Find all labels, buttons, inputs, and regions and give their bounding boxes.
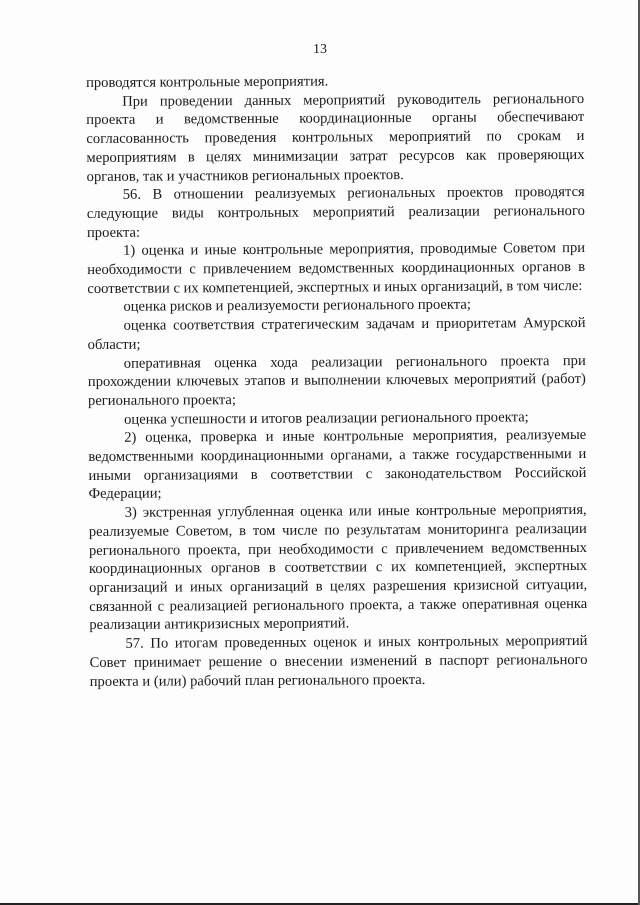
list-item-success-assessment: оценка успешности и итогов реализации регионального проекта; <box>124 408 529 428</box>
paragraph-57: 57. По итогам проведенных оценок и иных контрольных мероприятий Совет принимает решение о внесении изменений в паспорт регионального проекта и (или) рабочий план регионального проекта. <box>89 633 588 690</box>
list-item-risk-assessment: оценка рисков и реализуемости регионального проекта; <box>123 297 471 316</box>
list-item-1: 1) оценка и иные контрольные мероприятия, проводимые Советом при необходимости с привлечением ведомственных координационных органов в соответствии с их компетенцией, экспертных и иных организаций, в том числе: <box>87 240 586 297</box>
list-item-3: 3) экстренная углубленная оценка или иные контрольные мероприятия, реализуемые Советом, в том числе по результатам мониторинга реализации регионального проекта, при необходимости с привлечением ведомственных координационных органов в соответствии с их компетенцией, экспертных организаций и иных организаций в целях разрешения кризисной ситуации, связанной с реализацией регионального проекта, а также оперативная оценка реализации антикризисных мероприятий. <box>88 502 588 634</box>
list-item-2: 2) оценка, проверка и иные контрольные мероприятия, реализуемые ведомственными координационными органами, а также государственными и иными организациями в соответствии с законодательством Российской Федерации; <box>88 427 587 503</box>
paragraph-control-coordination: При проведении данных мероприятий руководитель регионального проекта и ведомственные координационные органы обеспечивают согласованность проведения контрольных мероприятий по срокам и мероприятиям в целях минимизации затрат ресурсов как проверяющих органов, так и участников региональных проектов. <box>86 90 585 185</box>
list-item-strategic-compliance: оценка соответствия стратегическим задачам и приоритетам Амурской области; <box>87 315 586 353</box>
paragraph-56-heading: 56. В отношении реализуемых региональных проектов проводятся следующие виды контрольных мероприятий реализации регионального проекта: <box>86 184 585 241</box>
paragraph-continuation: проводятся контрольные мероприятия. <box>86 73 329 91</box>
list-item-operational-assessment: оперативная оценка хода реализации регионального проекта при прохождении ключевых этапов и выполнении ключевых мероприятий (работ) регионального проекта; <box>87 352 586 409</box>
page-number: 13 <box>313 42 327 57</box>
document-body <box>86 71 588 691</box>
